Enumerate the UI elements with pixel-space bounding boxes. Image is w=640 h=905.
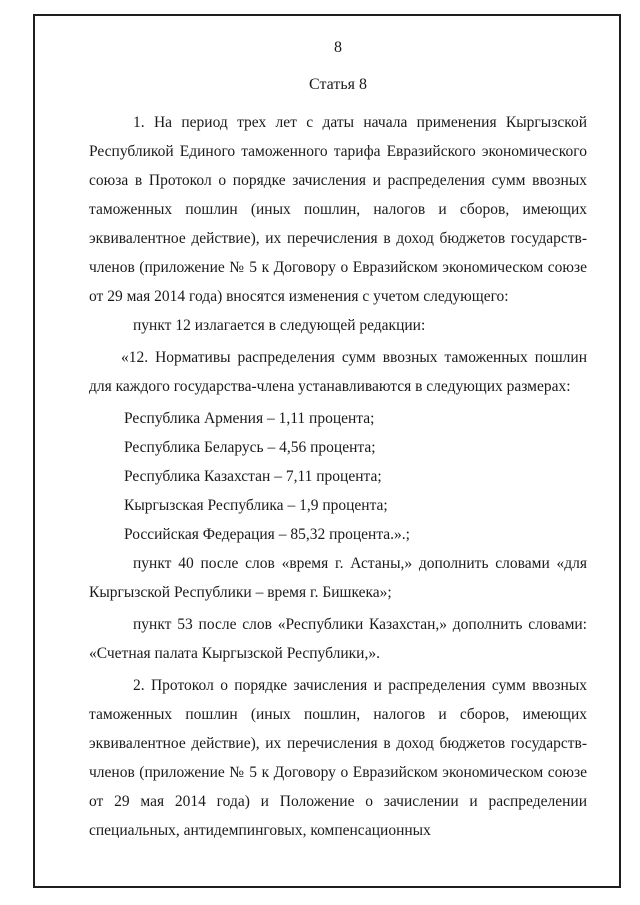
point-53: пункт 53 после слов «Республики Казахстан,» дополнить словами: «Счетная палата Кыргызской Республики,». [89,616,587,662]
point-12-intro: пункт 12 излагается в следующей редакции: [133,317,426,334]
rates-list [89,404,587,549]
rate-item: Российская Федерация – 85,32 процента.».; [124,526,410,543]
rate-item: Кыргызская Республика – 1,9 процента; [124,497,388,514]
point-12-text: «12. Нормативы распределения сумм ввозных таможенных пошлин для каждого государства-члена устанавливаются в следующих размерах: [89,349,587,395]
paragraph-1: 1. На период трех лет с даты начала применения Кыргызской Республикой Единого таможенного тарифа Евразийского экономического союза в Протокол о порядке зачисления и распределения сумм ввозных таможенных пошлин (иных пошлин, налогов и сборов, имеющих эквивалентное действие), их перечисления в доход бюджетов государств-членов (приложение № 5 к Договору о Евразийском экономическом союзе от 29 мая 2014 года) вносятся изменения с учетом следующего: [89,114,587,305]
document-content [89,33,587,845]
paragraph-2: 2. Протокол о порядке зачисления и распределения сумм ввозных таможенных пошлин (иных пошлин, налогов и сборов, имеющих эквивалентное действие), их перечисления в доход бюджетов государств-членов (приложение № 5 к Договору о Евразийском экономическом союзе от 29 мая 2014 года) и Положение о зачислении и распределении специальных, антидемпинговых, компенсационных [89,677,587,839]
rate-item: Республика Беларусь – 4,56 процента; [124,439,376,456]
point-40: пункт 40 после слов «время г. Астаны,» дополнить словами «для Кыргызской Республики – время г. Бишкека»; [89,555,587,601]
article-title: Статья 8 [309,76,367,93]
page-number: 8 [334,39,342,56]
rate-item: Республика Казахстан – 7,11 процента; [124,468,382,485]
rate-item: Республика Армения – 1,11 процента; [124,410,375,427]
